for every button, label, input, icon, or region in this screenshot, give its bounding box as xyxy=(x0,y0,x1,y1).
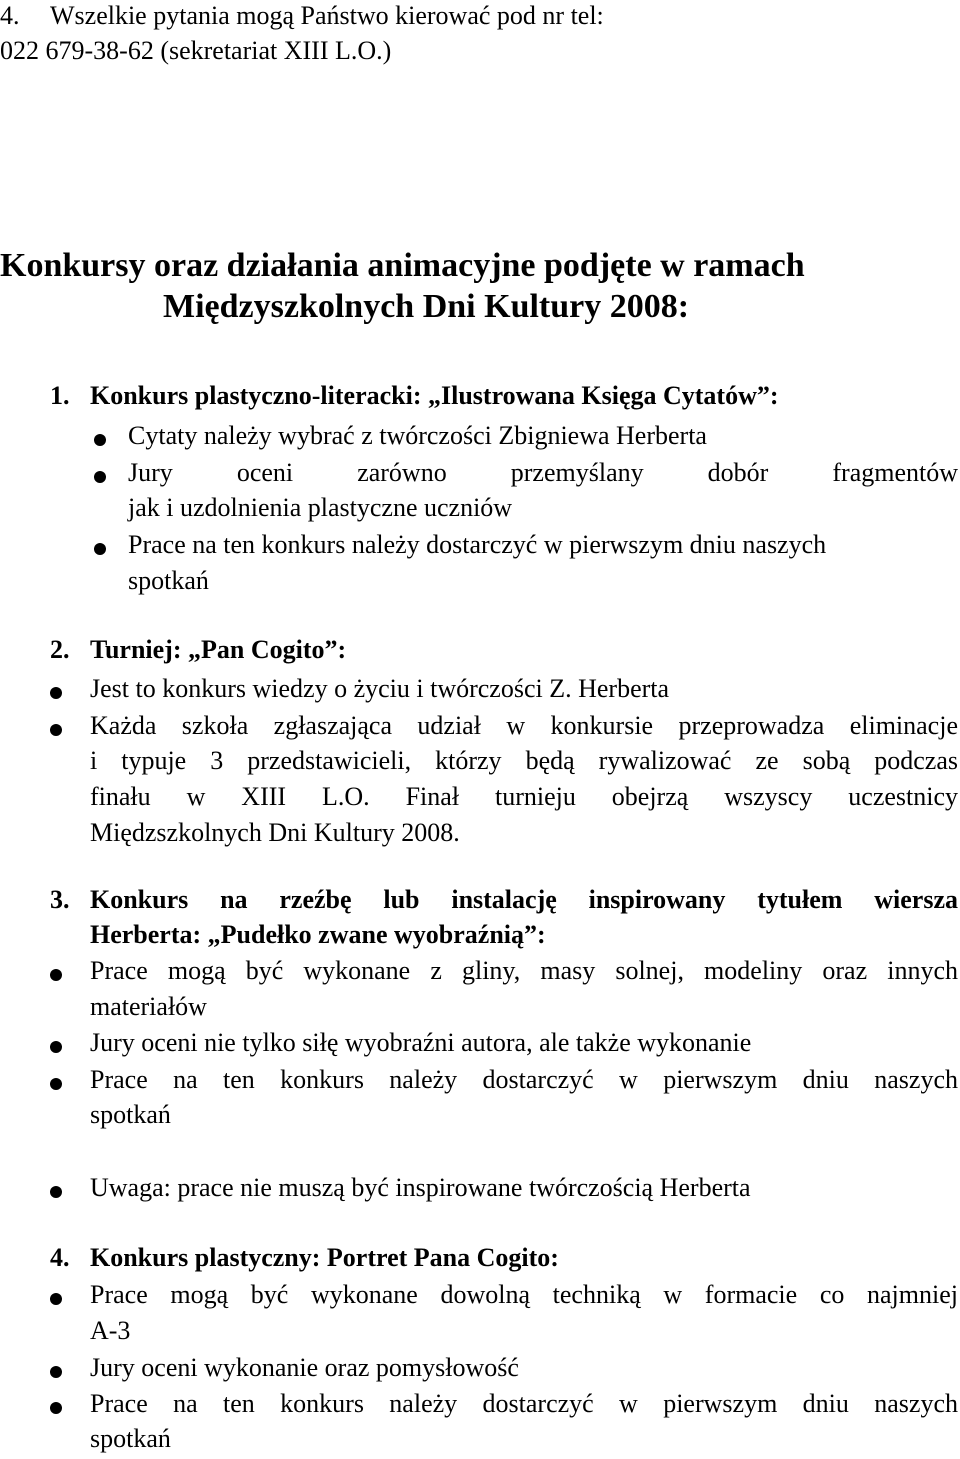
page-heading-line-2: Międzyszkolnych Dni Kultury 2008: xyxy=(163,288,690,325)
section-2-title: Turniej: „Pan Cogito”: xyxy=(90,635,347,664)
bullet-icon xyxy=(94,471,106,483)
section-1-bullet-2-line-2: jak i uzdolnienia plastyczne uczniów xyxy=(128,493,513,522)
section-1-bullet-1: Cytaty należy wybrać z twórczości Zbigniewa Herberta xyxy=(128,421,707,450)
section-3-bullet-1-line-2: materiałów xyxy=(90,992,207,1021)
bullet-icon xyxy=(50,724,62,736)
bullet-icon xyxy=(50,1293,62,1305)
section-3-bullet-3-line-1: Prace na ten konkurs należy dostarczyć w pierwszym dniu naszych xyxy=(90,1065,958,1094)
bullet-icon xyxy=(50,687,62,699)
section-2-bullet-2-line-3: finału w XIII L.O. Finał turnieju obejrzą wszyscy uczestnicy xyxy=(90,782,958,811)
section-3-number: 3. xyxy=(50,885,70,914)
section-1-bullet-2-line-1: Jury oceni zarówno przemyślany dobór fragmentów xyxy=(128,458,958,487)
bullet-icon xyxy=(50,1078,62,1090)
bullet-icon xyxy=(50,1402,62,1414)
section-1-title: Konkurs plastyczno-literacki: „Ilustrowana Księga Cytatów”: xyxy=(90,381,779,410)
section-4-bullet-2: Jury oceni wykonanie oraz pomysłowość xyxy=(90,1353,519,1382)
bullet-icon xyxy=(50,1041,62,1053)
section-3-title-line-1: Konkurs na rzeźbę lub instalację inspirowany tytułem wiersza xyxy=(90,885,958,914)
section-3-bullet-1-line-1: Prace mogą być wykonane z gliny, masy solnej, modeliny oraz innych xyxy=(90,956,958,985)
section-2-bullet-2-line-2: i typuje 3 przedstawicieli, którzy będą rywalizować ze sobą podczas xyxy=(90,746,958,775)
section-4-bullet-1-line-1: Prace mogą być wykonane dowolną techniką w formacie co najmniej xyxy=(90,1280,958,1309)
section-1-number: 1. xyxy=(50,381,70,410)
bullet-icon xyxy=(50,969,62,981)
section-2-bullet-2-line-4: Międzszkolnych Dni Kultury 2008. xyxy=(90,818,460,847)
section-3-title-line-2: Herberta: „Pudełko zwane wyobraźnią”: xyxy=(90,920,546,949)
bullet-icon xyxy=(94,543,106,555)
bullet-icon xyxy=(94,434,106,446)
section-1-bullet-3-line-1: Prace na ten konkurs należy dostarczyć w pierwszym dniu naszych xyxy=(128,530,827,559)
section-4-number: 4. xyxy=(50,1243,70,1272)
page-heading-line-1: Konkursy oraz działania animacyjne podjęte w ramach xyxy=(0,247,805,284)
section-4-title: Konkurs plastyczny: Portret Pana Cogito: xyxy=(90,1243,559,1272)
contact-line-1: Wszelkie pytania mogą Państwo kierować pod nr tel: xyxy=(50,1,604,30)
section-2-bullet-2-line-1: Każda szkoła zgłaszająca udział w konkursie przeprowadza eliminacje xyxy=(90,711,958,740)
section-3-bullet-3-line-2: spotkań xyxy=(90,1100,171,1129)
contact-line-2: 022 679-38-62 (sekretariat XIII L.O.) xyxy=(0,36,392,65)
section-4-bullet-1-line-2: A-3 xyxy=(90,1316,131,1345)
section-1-bullet-3-line-2: spotkań xyxy=(128,566,209,595)
section-3-bullet-4: Uwaga: prace nie muszą być inspirowane twórczością Herberta xyxy=(90,1173,751,1202)
bullet-icon xyxy=(50,1366,62,1378)
bullet-icon xyxy=(50,1186,62,1198)
section-4-bullet-3-line-1: Prace na ten konkurs należy dostarczyć w pierwszym dniu naszych xyxy=(90,1389,958,1418)
section-4-bullet-3-line-2: spotkań xyxy=(90,1424,171,1453)
section-2-bullet-1: Jest to konkurs wiedzy o życiu i twórczości Z. Herberta xyxy=(90,674,670,703)
section-3-bullet-2: Jury oceni nie tylko siłę wyobraźni autora, ale także wykonanie xyxy=(90,1028,752,1057)
section-2-number: 2. xyxy=(50,635,70,664)
contact-number: 4. xyxy=(0,1,20,30)
